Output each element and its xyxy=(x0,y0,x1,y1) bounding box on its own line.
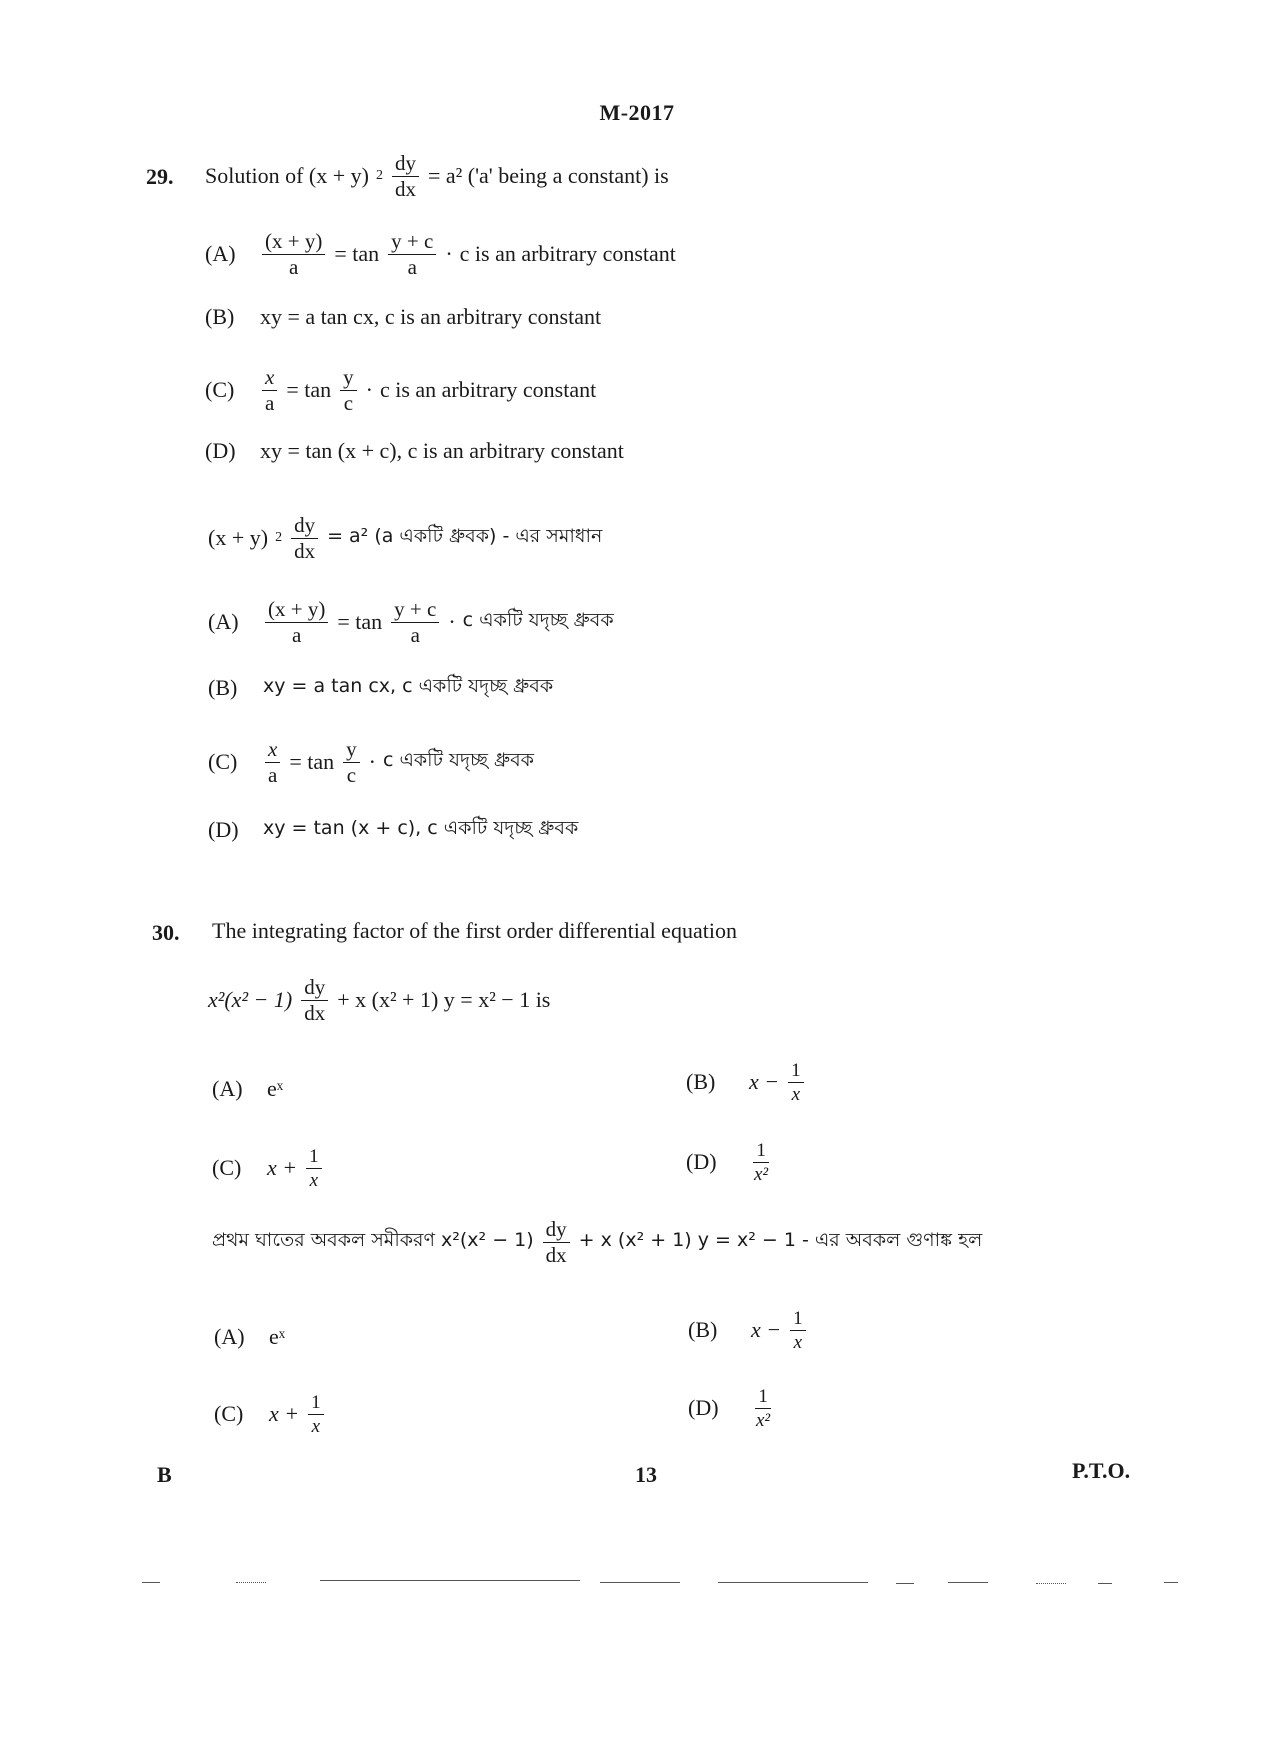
q29-bn-option-b xyxy=(208,672,553,704)
scan-rule xyxy=(718,1582,868,1583)
frac-den: x xyxy=(791,1083,801,1105)
q29-bn-option-d xyxy=(208,814,578,846)
question-30-stem-bengali xyxy=(212,1214,982,1270)
deriv-num: dy xyxy=(392,153,419,177)
lhs-fraction xyxy=(265,596,328,647)
deriv-den: dx xyxy=(394,176,416,201)
option-label: (C) xyxy=(205,377,235,402)
q30-bn-option-c xyxy=(214,1386,326,1442)
q30-option-b xyxy=(686,1054,806,1110)
option-text: xy = a tan cx, c একটি যদৃচ্ছ ধ্রুবক xyxy=(263,675,554,697)
option-mid: = tan xyxy=(334,241,380,266)
q29-option-b xyxy=(205,304,601,330)
q30-bn-option-d xyxy=(688,1380,775,1436)
rhs-fraction xyxy=(391,596,439,647)
q29-stem-lead: Solution of (x + y) xyxy=(205,163,369,188)
option-text: xy = tan (x + c), c একটি যদৃচ্ছ ধ্রুবক xyxy=(263,817,579,839)
option-label: (A) xyxy=(208,609,239,634)
frac-num: 1 xyxy=(755,1387,771,1409)
scan-rule xyxy=(142,1582,160,1583)
option-text: eˣ xyxy=(267,1076,284,1101)
rhs-num: y xyxy=(343,739,360,763)
lhs-den: a xyxy=(265,390,275,415)
q30-bn-stem-lead: প্রথম ঘাতের অবকল সমীকরণ x²(x² − 1) xyxy=(212,1229,534,1251)
rhs-fraction xyxy=(388,228,436,279)
option-lead: x − xyxy=(751,1317,782,1342)
scan-rule xyxy=(896,1583,914,1584)
q30-option-d xyxy=(686,1134,773,1190)
option-label: (B) xyxy=(688,1317,718,1342)
option-fraction xyxy=(788,1061,804,1104)
lhs-fraction xyxy=(262,228,325,279)
q30-bn-option-a xyxy=(214,1324,285,1350)
deriv-num: dy xyxy=(301,977,328,1001)
q29-bn-option-a: (A) $\frac{(x + y)}{a}$ = tan $\frac{y + c}{a}$ · c একটি যদৃচ্ছ ধ্রুবক xyxy=(208,596,614,647)
q30-eq-tail: + x (x² + 1) y = x² − 1 is xyxy=(337,987,551,1012)
frac-den: x xyxy=(309,1169,319,1191)
rhs-den: c xyxy=(346,762,357,787)
option-label: (D) xyxy=(688,1395,719,1420)
scan-rule xyxy=(948,1582,988,1583)
lhs-num: (x + y) xyxy=(262,231,325,255)
q29-bn-option-c: (C) $\frac{x}{a}$ = tan $\frac{y}{c}$ · c একটি যদৃচ্ছ ধ্রুবক xyxy=(208,736,534,787)
option-fraction xyxy=(753,1387,773,1430)
option-label: (B) xyxy=(208,675,238,700)
rhs-den: a xyxy=(407,254,417,279)
option-label: (A) xyxy=(212,1076,243,1101)
option-lead: x + xyxy=(269,1401,300,1426)
option-tail: c একটি যদৃচ্ছ ধ্রুবক xyxy=(462,609,614,631)
lhs-den: a xyxy=(292,622,302,647)
rhs-num: y + c xyxy=(391,599,439,623)
option-lead: x + xyxy=(267,1155,298,1180)
lhs-fraction xyxy=(262,364,277,415)
q29-option-c: (C) $\frac{x}{a}$ = tan $\frac{y}{c}$ · c is an arbitrary constant xyxy=(205,364,597,415)
question-30-equation xyxy=(208,972,550,1028)
option-label: (B) xyxy=(205,304,235,329)
option-label: (A) xyxy=(214,1324,245,1349)
lhs-den: a xyxy=(268,762,278,787)
q30-derivative xyxy=(301,974,328,1025)
question-30-stem: The integrating factor of the first order differential equation xyxy=(212,918,737,943)
deriv-den: dx xyxy=(545,1242,567,1267)
option-fraction xyxy=(790,1309,806,1352)
option-label: (C) xyxy=(208,749,238,774)
frac-den: x xyxy=(793,1331,803,1353)
option-text: xy = a tan cx, c is an arbitrary constant xyxy=(260,304,602,329)
scan-rule xyxy=(600,1582,680,1583)
page-header: M-2017 xyxy=(599,100,675,125)
q29-option-d xyxy=(205,438,624,464)
question-30-number: 30. xyxy=(152,920,180,945)
rhs-fraction xyxy=(343,736,360,787)
option-tail: c is an arbitrary constant xyxy=(379,377,597,402)
rhs-num: y xyxy=(340,367,357,391)
option-label: (A) xyxy=(205,241,236,266)
q30-bn-option-b xyxy=(688,1302,808,1358)
question-29-number: 29. xyxy=(146,164,174,189)
option-text: xy = tan (x + c), c is an arbitrary constant xyxy=(260,438,624,463)
q30-eq-lead: x²(x² − 1) xyxy=(208,987,293,1012)
frac-num: 1 xyxy=(788,1061,804,1083)
footer-series: B xyxy=(157,1462,172,1487)
footer-page-number: 13 xyxy=(635,1462,657,1487)
option-label: (B) xyxy=(686,1069,716,1094)
lhs-fraction xyxy=(265,736,280,787)
deriv-num: dy xyxy=(291,515,318,539)
frac-num: 1 xyxy=(753,1141,769,1163)
scan-rule xyxy=(236,1582,266,1583)
option-mid: = tan xyxy=(337,609,383,634)
option-label: (D) xyxy=(686,1149,717,1174)
option-mid: = tan xyxy=(289,749,335,774)
question-29-stem-bengali: (x + y) 2 $\frac{dy}{dx}$ = a² (a একটি ধ্রুবক) - এর সমাধান xyxy=(208,512,603,563)
scan-rule xyxy=(1164,1582,1178,1583)
q29-bn-stem-lead: (x + y) xyxy=(208,525,269,550)
frac-num: 1 xyxy=(790,1309,806,1331)
frac-num: 1 xyxy=(306,1147,322,1169)
option-lead: x − xyxy=(749,1069,780,1094)
footer-pto: P.T.O. xyxy=(1072,1458,1131,1483)
rhs-fraction xyxy=(340,364,357,415)
option-tail: c is an arbitrary constant xyxy=(459,241,676,266)
q29-stem-tail: = a² ('a' being a constant) is xyxy=(427,163,669,188)
rhs-num: y + c xyxy=(388,231,436,255)
frac-den: x² xyxy=(754,1163,769,1185)
deriv-den: dx xyxy=(304,1000,326,1025)
option-fraction xyxy=(308,1393,324,1436)
q29-bn-stem-tail: = a² (a একটি ধ্রুবক) - এর সমাধান xyxy=(327,525,603,547)
option-label: (D) xyxy=(205,438,236,463)
frac-den: x² xyxy=(756,1409,771,1431)
rhs-den: c xyxy=(343,390,354,415)
option-label: (C) xyxy=(212,1155,242,1180)
option-label: (C) xyxy=(214,1401,244,1426)
option-fraction xyxy=(306,1147,322,1190)
option-text: eˣ xyxy=(269,1324,286,1349)
lhs-den: a xyxy=(289,254,299,279)
q30-option-a xyxy=(212,1076,283,1102)
frac-den: x xyxy=(311,1415,321,1437)
scan-rule xyxy=(1036,1583,1066,1584)
q29-option-a: (A) $\frac{(x + y)}{a}$ = tan $\frac{y + c}{a}$ · c is an arbitrary constant xyxy=(205,228,676,279)
frac-num: 1 xyxy=(308,1393,324,1415)
q30-bn-derivative xyxy=(543,1216,570,1267)
lhs-num: x xyxy=(262,367,277,391)
q29-derivative xyxy=(392,150,419,201)
q30-option-c xyxy=(212,1140,324,1196)
option-label: (D) xyxy=(208,817,239,842)
option-fraction xyxy=(751,1141,771,1184)
lhs-num: (x + y) xyxy=(265,599,328,623)
rhs-den: a xyxy=(410,622,420,647)
option-mid: = tan xyxy=(286,377,332,402)
scan-rule xyxy=(320,1580,580,1581)
q30-bn-stem-tail: + x (x² + 1) y = x² − 1 - এর অবকল গুণাঙ্ক হল xyxy=(578,1229,983,1251)
deriv-den: dx xyxy=(294,538,316,563)
lhs-num: x xyxy=(265,739,280,763)
scan-rule xyxy=(1098,1583,1112,1584)
question-29-stem: Solution of (x + y) 2 $\frac{dy}{dx}$ = a² ('a' being a constant) is xyxy=(205,150,669,201)
deriv-num: dy xyxy=(543,1219,570,1243)
option-tail: c একটি যদৃচ্ছ ধ্রুবক xyxy=(382,749,534,771)
q29-bn-derivative xyxy=(291,512,318,563)
